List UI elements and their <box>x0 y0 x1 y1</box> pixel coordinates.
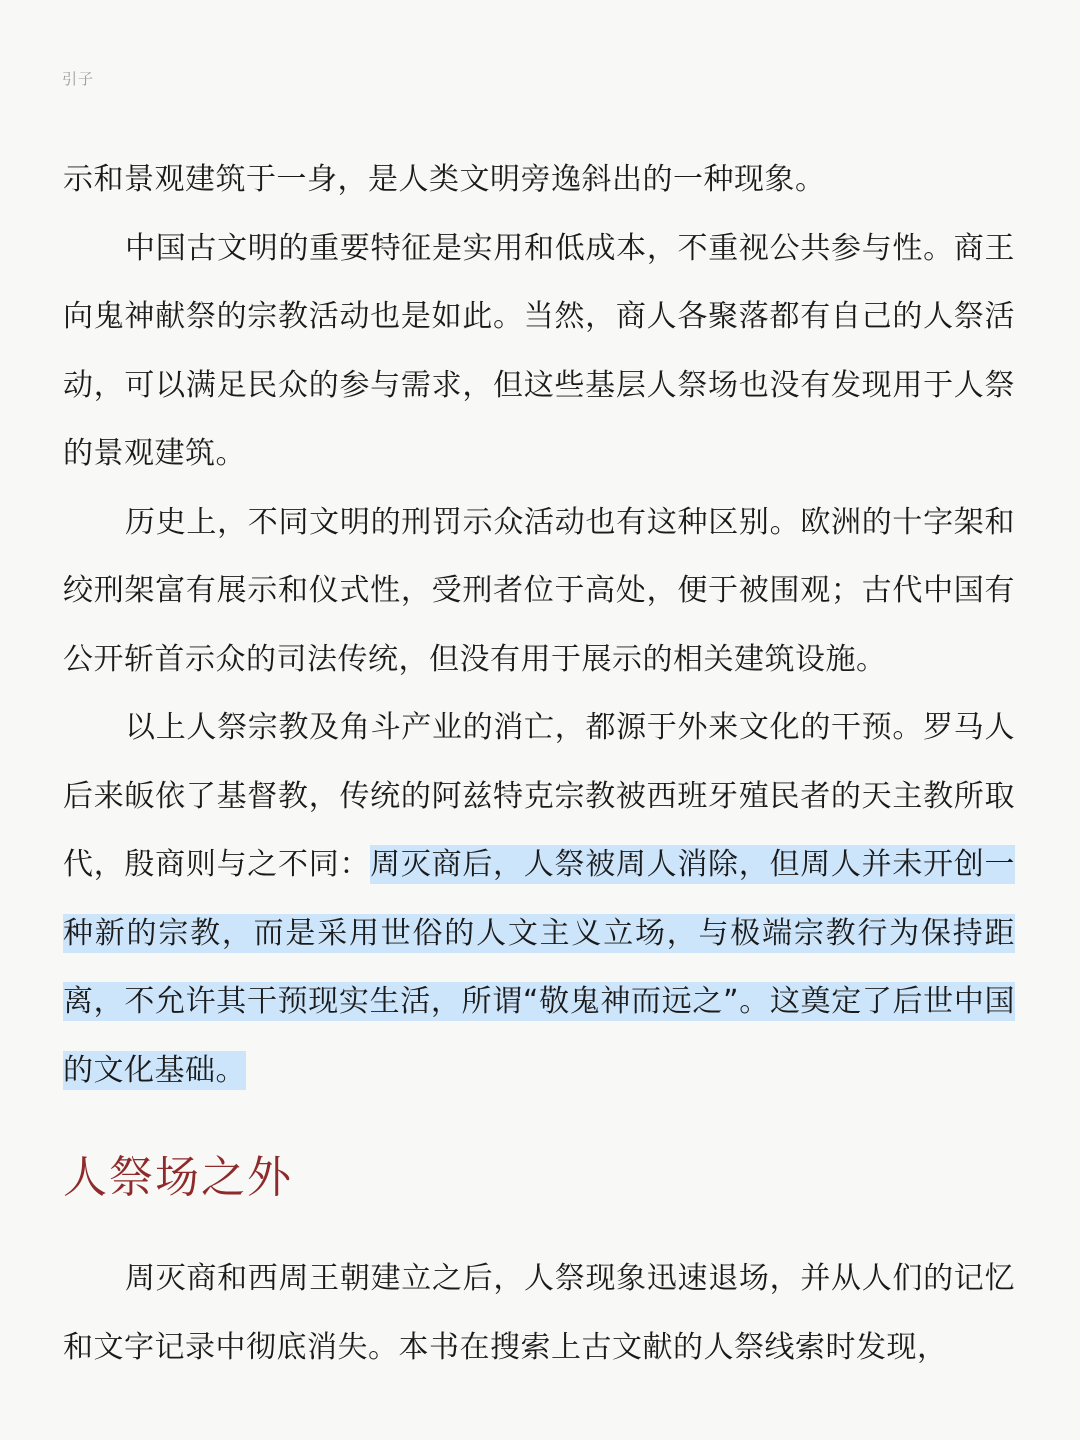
paragraph-ancient-civilization: 中国古文明的重要特征是实用和低成本，不重视公共参与性。商王向鬼神献祭的宗教活动也是如此。当然，商人各聚落都有自己的人祭活动，可以满足民众的参与需求，但这些基层人祭场也没有发现用于人祭的景观建筑。 <box>63 230 1015 471</box>
section-label: 引子 <box>62 70 95 88</box>
chapter-heading: 人祭场之外 <box>63 1152 293 1203</box>
paragraph-text: 以上人祭宗教及角斗产业的消亡，都源于外来文化的干预。罗马人后来皈依了基督教，传统的阿兹特克宗教被西班牙殖民者的天主教所取代，殷商则与之不同： <box>63 710 1015 882</box>
highlighted-passage[interactable]: 周灭商后，人祭被周人消除，但周人并未开创一种新的宗教，而是采用世俗的人文主义立场，与极端宗教行为保持距离，不允许其干预现实生活，所谓“敬鬼神而远之”。这奠定了后世中国的文化基础。 <box>63 847 1016 1088</box>
paragraph-foreign-intervention <box>63 694 1015 1105</box>
paragraph-after-zhou: 周灭商和西周王朝建立之后，人祭现象迅速退场，并从人们的记忆和文字记录中彻底消失。本书在搜索上古文献的人祭线索时发现， <box>63 1261 1015 1365</box>
paragraph-public-punishment: 历史上，不同文明的刑罚示众活动也有这种区别。欧洲的十字架和绞刑架富有展示和仪式性，受刑者位于高处，便于被围观；古代中国有公开斩首示众的司法传统，但没有用于展示的相关建筑设施。 <box>63 504 1015 677</box>
paragraph-continuation: 示和景观建筑于一身，是人类文明旁逸斜出的一种现象。 <box>63 162 826 197</box>
reading-content <box>63 146 1015 1382</box>
